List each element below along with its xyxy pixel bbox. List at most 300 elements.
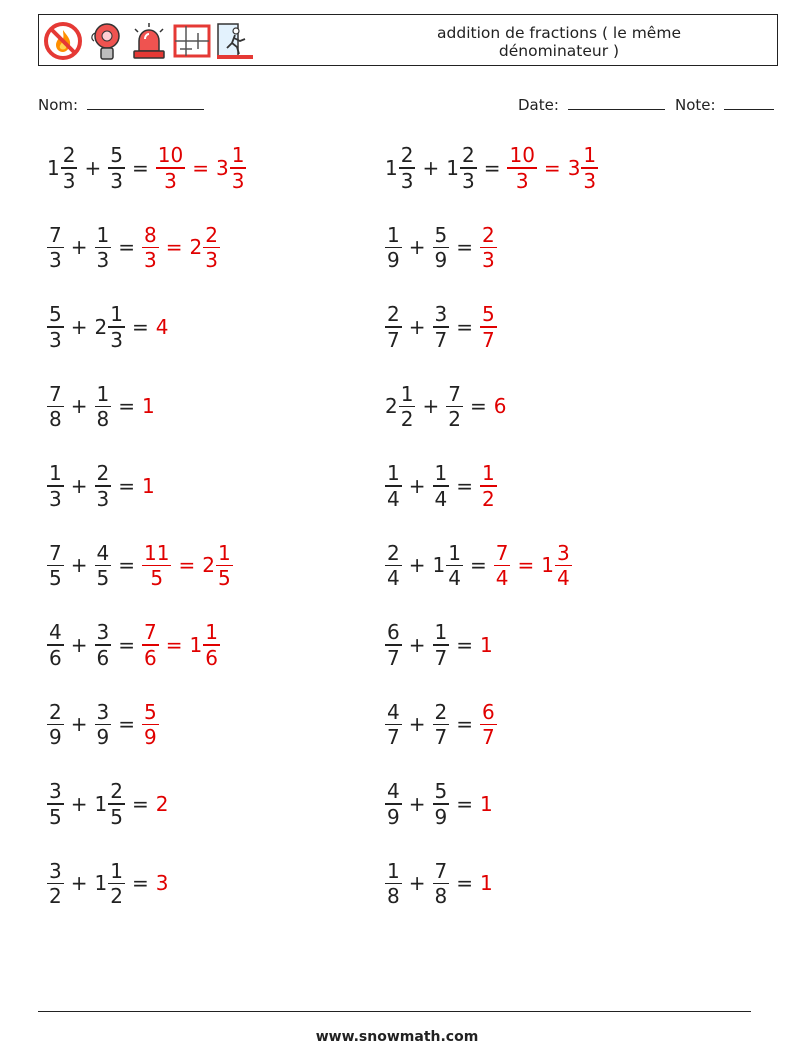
plus-sign: + xyxy=(408,871,426,896)
addend-b-denominator: 3 xyxy=(96,248,110,272)
plus-sign: + xyxy=(84,155,102,180)
addend-a-number xyxy=(47,381,64,431)
answer xyxy=(507,145,598,191)
answer-equals-sign: = xyxy=(165,632,183,657)
addend-b-fraction xyxy=(108,781,125,827)
addend-b-number xyxy=(95,540,112,590)
addend-a-numerator: 1 xyxy=(400,381,414,406)
date-label: Date: xyxy=(518,96,559,114)
addend-a-fraction xyxy=(47,622,64,668)
addend-b-numerator: 1 xyxy=(434,461,448,485)
addend-a-numerator: 1 xyxy=(387,222,400,247)
answer-result-whole: 2 xyxy=(155,791,169,816)
addend-a-fraction xyxy=(385,858,402,908)
addend-a-numerator: 3 xyxy=(49,779,62,803)
addend-b-numerator: 2 xyxy=(96,461,110,485)
addend-a-denominator: 9 xyxy=(387,248,400,272)
equals-sign: = xyxy=(456,235,473,260)
addend-a-whole: 1 xyxy=(47,155,60,180)
addend-a-denominator: 3 xyxy=(49,327,62,352)
addend-b-number xyxy=(95,781,125,827)
addend-b-number xyxy=(108,145,125,191)
addend-b-numerator: 5 xyxy=(434,222,448,247)
answer-improper-fraction xyxy=(142,622,159,668)
addend-a-fraction xyxy=(385,699,402,749)
answer-result-number xyxy=(480,304,497,350)
addend-b-number xyxy=(433,304,450,350)
addend-b-number xyxy=(446,145,476,191)
answer xyxy=(480,699,497,749)
addend-b-denominator: 3 xyxy=(110,327,123,352)
answer-result-denominator: 6 xyxy=(205,645,218,670)
answer-result-fraction xyxy=(480,304,497,350)
problem-right-1 xyxy=(385,145,598,191)
addend-b-denominator: 3 xyxy=(110,168,123,193)
addend-b-fraction xyxy=(95,381,112,431)
answer-result-whole: 2 xyxy=(202,553,215,578)
addend-a-fraction xyxy=(61,145,78,191)
addend-a-fraction xyxy=(47,304,64,350)
equals-sign: = xyxy=(456,314,473,339)
addend-a-fraction xyxy=(385,622,402,668)
answer-result-numerator: 5 xyxy=(482,302,495,326)
answer-result-denominator: 3 xyxy=(482,248,495,272)
answer xyxy=(156,315,170,339)
plus-sign: + xyxy=(70,553,88,578)
answer-result-number xyxy=(480,633,494,657)
answer-result-fraction xyxy=(142,699,159,749)
addend-b-numerator: 1 xyxy=(110,858,123,883)
addend-b-number xyxy=(95,699,112,749)
answer-result-numerator: 3 xyxy=(556,540,570,565)
equals-sign: = xyxy=(469,553,487,578)
addend-b-denominator: 5 xyxy=(110,804,123,829)
addend-b-denominator: 2 xyxy=(448,407,461,431)
addend-b-number xyxy=(433,781,450,827)
equals-sign: = xyxy=(118,394,135,419)
answer-improper-numerator: 7 xyxy=(144,620,157,644)
plus-sign: + xyxy=(70,473,88,498)
equals-sign: = xyxy=(456,473,473,498)
answer-result-number xyxy=(541,540,571,590)
answer-improper-fraction xyxy=(156,145,185,191)
addend-b-denominator: 3 xyxy=(461,168,475,193)
problem-right-6 xyxy=(385,540,572,590)
answer-result-whole: 1 xyxy=(189,632,203,657)
problem-left-8 xyxy=(47,699,159,749)
addend-b-denominator: 6 xyxy=(96,645,110,670)
addend-a-fraction xyxy=(47,781,64,827)
addend-b-number xyxy=(433,622,450,668)
problem-right-10 xyxy=(385,858,494,908)
addend-a-denominator: 4 xyxy=(387,486,400,511)
equals-sign: = xyxy=(118,235,135,260)
answer-improper-number xyxy=(142,622,159,668)
addend-a-numerator: 6 xyxy=(387,620,400,644)
addend-a-denominator: 9 xyxy=(387,804,400,829)
answer xyxy=(142,540,233,590)
answer xyxy=(142,474,156,498)
addend-b-number xyxy=(433,463,450,509)
addend-a-fraction xyxy=(385,222,402,272)
answer-result-number xyxy=(156,792,170,816)
answer-improper-number xyxy=(142,540,171,590)
addend-b-number xyxy=(95,622,112,668)
answer xyxy=(142,222,220,272)
answer-result-denominator: 7 xyxy=(482,725,495,749)
addend-b-whole: 1 xyxy=(446,155,459,180)
addend-a-number xyxy=(47,622,64,668)
plus-sign: + xyxy=(408,314,426,339)
answer-result-number xyxy=(480,871,494,895)
answer-improper-denominator: 6 xyxy=(144,645,157,670)
answer-result-numerator: 1 xyxy=(217,540,231,565)
addend-a-fraction xyxy=(47,222,64,272)
problem-right-2 xyxy=(385,222,497,272)
answer-improper-numerator: 10 xyxy=(157,143,184,167)
addend-b-numerator: 4 xyxy=(96,540,110,565)
addend-b-denominator: 9 xyxy=(96,725,110,749)
footer-website: www.snowmath.com xyxy=(315,1029,479,1045)
addend-b-number xyxy=(433,222,450,272)
problem-left-3 xyxy=(47,304,169,350)
answer-improper-number xyxy=(507,145,536,191)
plus-sign: + xyxy=(70,632,88,657)
addend-b-fraction xyxy=(433,781,450,827)
answer-result-denominator: 3 xyxy=(205,248,218,272)
plus-sign: + xyxy=(422,394,440,419)
answer-result-whole: 1 xyxy=(480,871,493,896)
answer-result-fraction xyxy=(581,145,598,191)
addend-a-number xyxy=(47,699,64,749)
answer-result-fraction xyxy=(555,540,572,590)
addend-a-number xyxy=(385,145,415,191)
answer-result-number xyxy=(494,394,508,418)
addend-a-numerator: 2 xyxy=(49,699,62,724)
answer-result-whole: 6 xyxy=(493,394,507,419)
addend-a-denominator: 4 xyxy=(387,566,400,590)
addend-b-fraction xyxy=(460,145,477,191)
problem-left-5 xyxy=(47,463,156,509)
addend-b-numerator: 1 xyxy=(434,620,448,644)
answer-result-number xyxy=(142,699,159,749)
answer-result-fraction xyxy=(230,145,247,191)
answer-improper-denominator: 5 xyxy=(150,566,164,590)
addend-b-denominator: 5 xyxy=(96,566,110,590)
answer-equals-sign: = xyxy=(192,155,209,180)
equals-sign: = xyxy=(131,871,149,896)
addend-b-fraction xyxy=(95,540,112,590)
addend-a-fraction xyxy=(385,540,402,590)
plus-sign: + xyxy=(70,712,88,737)
answer-improper-numerator: 8 xyxy=(144,222,157,247)
answer-result-denominator: 9 xyxy=(144,725,157,749)
addend-a-fraction xyxy=(47,381,64,431)
answer-result-number xyxy=(202,540,232,590)
addend-b-whole: 1 xyxy=(94,791,108,816)
plus-sign: + xyxy=(70,235,88,260)
addend-a-number xyxy=(385,858,402,908)
problem-left-7 xyxy=(47,622,220,668)
equals-sign: = xyxy=(456,632,473,657)
addend-a-numerator: 1 xyxy=(387,858,400,883)
addend-b-number xyxy=(95,304,125,350)
equals-sign: = xyxy=(118,473,135,498)
addend-a-denominator: 2 xyxy=(400,407,414,431)
addend-a-numerator: 2 xyxy=(62,143,76,167)
answer xyxy=(494,394,508,418)
answer-result-whole: 3 xyxy=(155,871,169,896)
answer xyxy=(480,222,497,272)
answer-result-numerator: 2 xyxy=(205,222,218,247)
plus-sign: + xyxy=(408,473,426,498)
answer-improper-number xyxy=(494,540,511,590)
equals-sign: = xyxy=(131,791,149,816)
answer xyxy=(480,871,494,895)
answer-result-numerator: 1 xyxy=(205,620,218,644)
addend-b-denominator: 9 xyxy=(434,804,448,829)
answer-result-number xyxy=(156,315,170,339)
answer-result-number xyxy=(480,792,494,816)
answer xyxy=(156,792,170,816)
answer-equals-sign: = xyxy=(165,235,183,260)
addend-a-fraction xyxy=(47,463,64,509)
addend-a-numerator: 5 xyxy=(49,302,62,326)
answer-result-denominator: 5 xyxy=(217,566,231,590)
answer-result-whole: 4 xyxy=(155,314,169,339)
problem-left-1 xyxy=(47,145,246,191)
equals-sign: = xyxy=(469,394,487,419)
answer-improper-numerator: 7 xyxy=(495,540,509,565)
addend-b-denominator: 7 xyxy=(434,327,448,352)
equals-sign: = xyxy=(118,712,135,737)
answer-result-number xyxy=(568,145,598,191)
title-line-1: addition de fractions ( le même xyxy=(437,24,681,42)
answer-result-denominator: 3 xyxy=(231,168,245,193)
addend-a-denominator: 3 xyxy=(49,486,62,511)
answer-improper-denominator: 4 xyxy=(495,566,509,590)
plus-sign: + xyxy=(70,394,88,419)
problem-left-4 xyxy=(47,381,156,431)
answer-result-whole: 1 xyxy=(480,791,493,816)
addend-a-number xyxy=(47,304,64,350)
addend-a-denominator: 3 xyxy=(62,168,76,193)
addend-b-denominator: 7 xyxy=(434,645,448,670)
answer-result-numerator: 2 xyxy=(482,222,495,247)
plus-sign: + xyxy=(70,791,88,816)
addend-b-fraction xyxy=(95,222,112,272)
name-label: Nom: xyxy=(38,96,79,114)
addend-b-numerator: 1 xyxy=(448,540,461,565)
problem-left-2 xyxy=(47,222,220,272)
addend-a-denominator: 6 xyxy=(49,645,62,670)
answer-result-number xyxy=(480,463,497,509)
addend-a-number xyxy=(47,781,64,827)
addend-a-numerator: 3 xyxy=(49,858,62,883)
addend-b-fraction xyxy=(433,463,450,509)
addend-b-number xyxy=(95,222,112,272)
plus-sign: + xyxy=(408,632,426,657)
answer-result-numerator: 1 xyxy=(231,143,245,167)
answer-result-fraction xyxy=(480,463,497,509)
addend-b-numerator: 1 xyxy=(110,302,123,326)
answer-improper-fraction xyxy=(142,222,159,272)
addend-a-fraction xyxy=(399,145,416,191)
addend-a-fraction xyxy=(385,304,402,350)
addend-b-whole: 1 xyxy=(94,871,108,896)
answer-result-denominator: 4 xyxy=(556,566,570,590)
problem-left-9 xyxy=(47,781,169,827)
equals-sign: = xyxy=(118,632,135,657)
answer-result-whole: 2 xyxy=(189,235,203,260)
answer-equals-sign: = xyxy=(543,155,561,180)
answer-equals-sign: = xyxy=(517,553,535,578)
addend-b-fraction xyxy=(95,463,112,509)
addend-a-number xyxy=(385,699,402,749)
addend-b-numerator: 3 xyxy=(96,699,110,724)
addend-a-denominator: 3 xyxy=(400,168,414,193)
answer-result-numerator: 1 xyxy=(583,143,597,167)
addend-a-numerator: 7 xyxy=(49,381,62,406)
addend-a-number xyxy=(385,622,402,668)
plus-sign: + xyxy=(422,155,440,180)
addend-a-denominator: 8 xyxy=(49,407,62,431)
answer-result-number xyxy=(189,222,220,272)
problem-right-3 xyxy=(385,304,497,350)
answer-result-fraction xyxy=(480,222,497,272)
answer-result-number xyxy=(142,474,156,498)
answer-result-whole: 1 xyxy=(480,632,493,657)
answer-result-fraction xyxy=(216,540,233,590)
answer-result-numerator: 6 xyxy=(482,699,495,724)
answer-result-whole: 3 xyxy=(567,155,581,180)
addend-b-fraction xyxy=(108,304,125,350)
answer xyxy=(480,633,494,657)
addend-a-denominator: 8 xyxy=(387,884,400,908)
answer-result-number xyxy=(156,871,170,895)
addend-b-number xyxy=(432,540,463,590)
answer-result-fraction xyxy=(480,699,497,749)
addend-b-denominator: 4 xyxy=(434,486,448,511)
plus-sign: + xyxy=(408,791,426,816)
addend-b-numerator: 5 xyxy=(110,143,123,167)
equals-sign: = xyxy=(456,712,473,737)
addend-a-denominator: 7 xyxy=(387,327,400,352)
addend-b-numerator: 3 xyxy=(434,302,448,326)
addend-a-numerator: 4 xyxy=(387,699,400,724)
answer xyxy=(156,145,247,191)
addend-a-denominator: 7 xyxy=(387,725,400,749)
addend-b-fraction xyxy=(108,858,125,908)
addend-b-numerator: 2 xyxy=(461,143,475,167)
addend-a-numerator: 4 xyxy=(387,779,400,803)
addend-a-numerator: 2 xyxy=(400,143,414,167)
addend-b-denominator: 8 xyxy=(434,884,448,908)
addend-a-denominator: 3 xyxy=(49,248,62,272)
addend-a-number xyxy=(47,540,64,590)
addend-a-denominator: 2 xyxy=(49,884,62,908)
addend-b-numerator: 2 xyxy=(434,699,448,724)
addend-b-numerator: 7 xyxy=(448,381,461,406)
addend-b-denominator: 4 xyxy=(448,566,461,590)
addend-a-numerator: 1 xyxy=(49,461,62,485)
answer-improper-numerator: 11 xyxy=(144,540,170,565)
problem-left-10 xyxy=(47,858,169,908)
answer-result-fraction xyxy=(203,222,220,272)
answer-result-number xyxy=(190,622,220,668)
addend-b-number xyxy=(94,858,125,908)
addend-b-numerator: 7 xyxy=(434,858,448,883)
answer-result-number xyxy=(142,394,156,418)
equals-sign: = xyxy=(118,553,135,578)
addend-b-numerator: 5 xyxy=(434,779,448,803)
answer-result-whole: 1 xyxy=(541,553,554,578)
equals-sign: = xyxy=(131,314,149,339)
answer-result-whole: 1 xyxy=(142,473,155,498)
addend-b-denominator: 2 xyxy=(110,884,123,908)
addend-a-number xyxy=(385,222,402,272)
addend-b-numerator: 2 xyxy=(110,779,123,803)
answer-result-numerator: 5 xyxy=(144,699,157,724)
title-line-2: dénominateur ) xyxy=(498,42,620,60)
addend-b-fraction xyxy=(433,699,450,749)
addend-b-fraction xyxy=(108,145,125,191)
addend-a-numerator: 7 xyxy=(49,222,62,247)
equals-sign: = xyxy=(483,155,501,180)
equals-sign: = xyxy=(131,155,149,180)
answer-result-number xyxy=(480,222,497,272)
problem-right-7 xyxy=(385,622,494,668)
answer-result-denominator: 2 xyxy=(482,486,495,511)
addend-a-number xyxy=(385,540,402,590)
answer-equals-sign: = xyxy=(178,553,196,578)
answer-improper-number xyxy=(156,145,185,191)
plus-sign: + xyxy=(408,235,426,260)
addend-a-fraction xyxy=(385,463,402,509)
addend-b-number xyxy=(446,381,463,431)
plus-sign: + xyxy=(408,553,426,578)
equals-sign: = xyxy=(456,871,473,896)
answer-improper-fraction xyxy=(494,540,511,590)
addend-a-numerator: 2 xyxy=(387,302,400,326)
addend-b-number xyxy=(95,381,112,431)
addend-a-fraction xyxy=(399,381,416,431)
footer-divider xyxy=(38,1011,751,1012)
addend-a-number xyxy=(47,463,64,509)
addend-b-fraction xyxy=(95,699,112,749)
problem-left-6 xyxy=(47,540,233,590)
addend-a-numerator: 4 xyxy=(49,620,62,644)
answer-improper-numerator: 10 xyxy=(509,143,535,167)
addend-b-fraction xyxy=(446,540,463,590)
answer-result-whole: 1 xyxy=(142,394,155,419)
problem-right-4 xyxy=(385,381,507,431)
answer-result-whole: 3 xyxy=(215,155,229,180)
addend-a-fraction xyxy=(385,781,402,827)
addend-b-numerator: 1 xyxy=(96,222,110,247)
plus-sign: + xyxy=(70,871,88,896)
addend-a-denominator: 5 xyxy=(49,566,62,590)
addend-b-fraction xyxy=(95,622,112,668)
addend-a-denominator: 9 xyxy=(49,725,62,749)
addend-b-numerator: 1 xyxy=(96,381,110,406)
addend-b-number xyxy=(95,463,112,509)
addend-a-denominator: 7 xyxy=(387,645,400,670)
plus-sign: + xyxy=(70,314,88,339)
addend-a-whole: 1 xyxy=(385,155,398,180)
addend-a-number xyxy=(47,145,77,191)
answer-result-numerator: 1 xyxy=(482,461,495,485)
